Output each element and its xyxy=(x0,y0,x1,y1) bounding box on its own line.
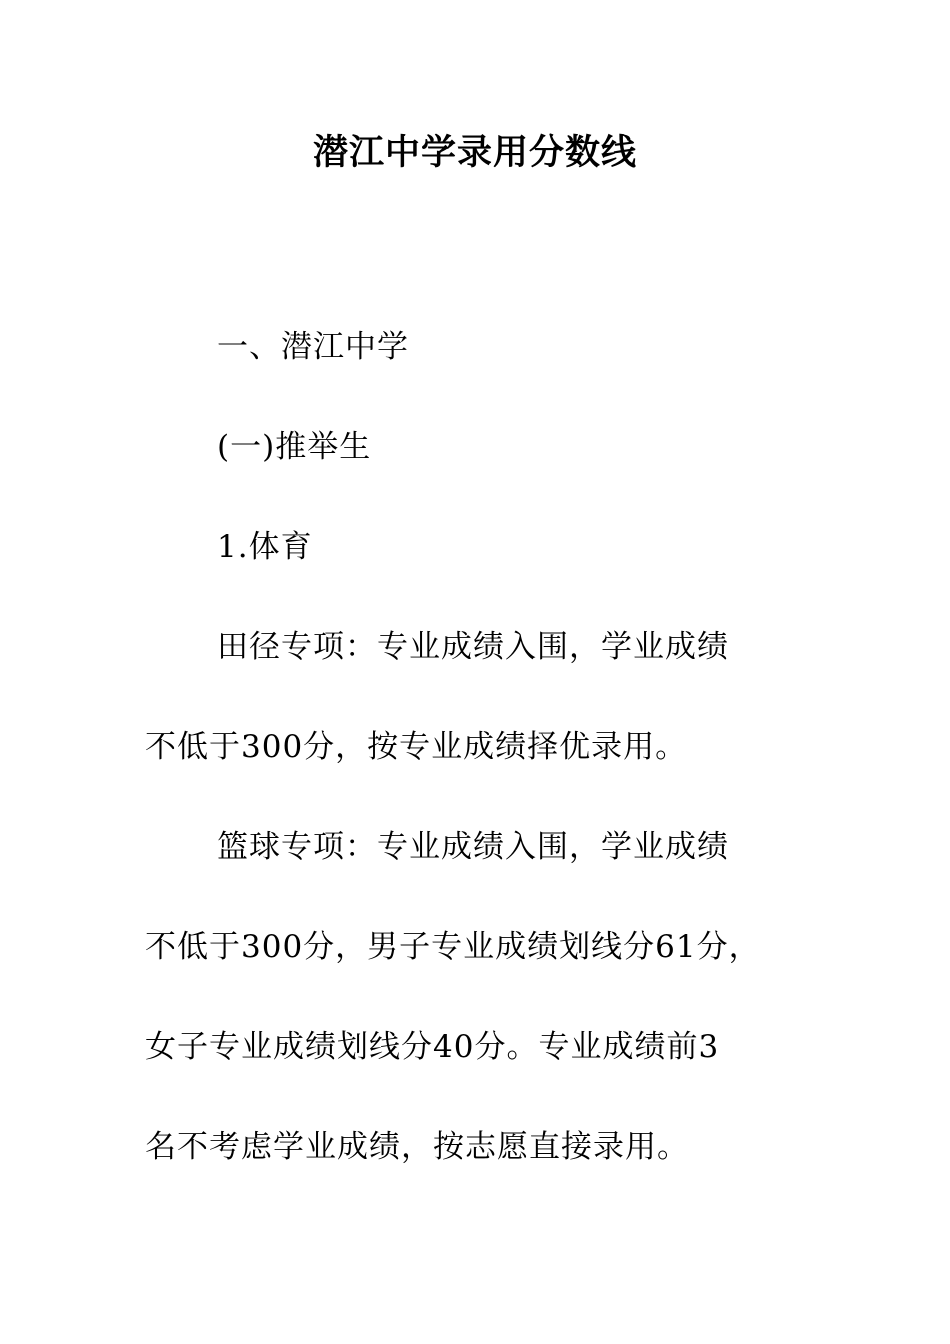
paragraph-line: 田径专项：专业成绩入围，学业成绩 xyxy=(217,629,729,665)
paragraph-line: 不低于300分，男子专业成绩划线分61分， xyxy=(145,929,761,965)
paragraph-line: 女子专业成绩划线分40分。专业成绩前3 xyxy=(145,1029,720,1065)
paragraph-line: 名不考虑学业成绩，按志愿直接录用。 xyxy=(145,1129,689,1165)
subsection-heading: (一)推举生 xyxy=(217,429,372,465)
document-title: 潜江中学录用分数线 xyxy=(312,133,637,173)
document-body xyxy=(145,297,825,1197)
section-heading: 一、潜江中学 xyxy=(217,329,409,365)
paragraph-line: 篮球专项：专业成绩入围，学业成绩 xyxy=(217,829,729,865)
paragraph-line: 不低于300分，按专业成绩择优录用。 xyxy=(145,729,688,765)
item-heading: 1.体育 xyxy=(217,529,313,565)
